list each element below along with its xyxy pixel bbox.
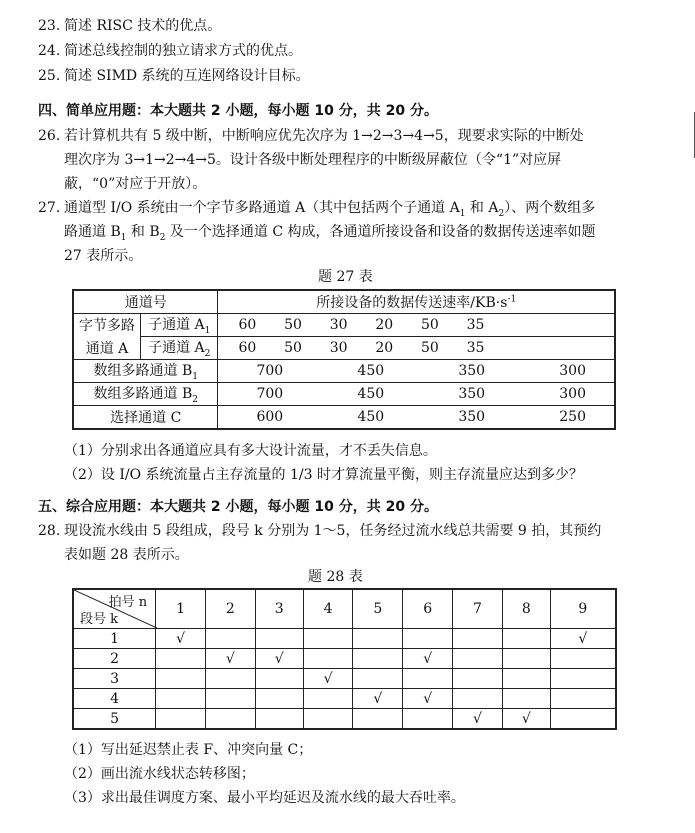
question-27-line-2: 路通道 $B_1$ 和 $B_2$ 及一个选择通道 C 构成，各通道所接设备和设备的数据传送速率如题 [64, 224, 596, 243]
section-4-heading: 四、简单应用题：本大题共 2 小题，每小题 10 分，共 20 分。 [38, 103, 438, 119]
byte-mux-label-bottom: 通道 A [73, 337, 141, 360]
question-28-line-1: 28. 现设流水线由 5 段组成，段号 k 分别为 1～5，任务经过流水线总共需要 9 拍，其预约 [38, 523, 602, 539]
reservation-cell [353, 689, 403, 709]
table-row [73, 314, 615, 337]
check-mark-icon: √ [578, 630, 588, 647]
table-row [73, 669, 616, 689]
b1-rates: 700 450 350 300 [218, 360, 615, 383]
reservation-cell [550, 669, 616, 689]
header-channel: 通道号 [73, 290, 218, 314]
reservation-table-body [73, 629, 616, 730]
question-26-line-2: 理次序为 3→1→2→4→5。设计各级中断处理程序的中断级屏蔽位（令“1”对应屏 [64, 152, 562, 168]
beat-axis-label: 拍号 n [108, 595, 148, 610]
beat-header: 2 [205, 589, 255, 629]
reservation-cell [550, 629, 616, 649]
reservation-cell [156, 629, 206, 649]
check-mark-icon: √ [521, 710, 531, 727]
reservation-cell [205, 629, 255, 649]
reservation-cell [156, 649, 206, 669]
reservation-cell [453, 669, 503, 689]
c-label: 选择通道 C [73, 406, 218, 430]
reservation-cell [353, 709, 403, 730]
question-28-part-1: （1）写出延迟禁止表 F、冲突向量 C； [64, 742, 313, 758]
reservation-cell [205, 669, 255, 689]
byte-mux-label-top: 字节多路 [73, 314, 141, 337]
reservation-cell [205, 649, 255, 669]
reservation-cell [502, 689, 550, 709]
reservation-cell [550, 709, 616, 730]
c-rates: 600 450 350 250 [218, 406, 615, 430]
reservation-cell [205, 689, 255, 709]
table-row [73, 589, 616, 629]
stage-number: 5 [73, 709, 156, 730]
reservation-cell [502, 669, 550, 689]
question-26-line-3: 蔽，“0”对应于开放）。 [64, 176, 207, 192]
corner-header [73, 589, 156, 629]
reservation-cell [303, 709, 353, 730]
stage-number: 2 [73, 649, 156, 669]
question-27-line-1: 27. 通道型 I/O 系统由一个字节多路通道 A（其中包括两个子通道 $A_1$ 和 $A_2$）、两个数组多 [38, 200, 596, 219]
beat-header: 3 [255, 589, 303, 629]
b2-rates: 700 450 350 300 [218, 383, 615, 406]
reservation-cell [550, 689, 616, 709]
sub-channel-a1: 子通道 $A_1$ [141, 314, 218, 337]
reservation-cell [205, 709, 255, 730]
reservation-cell [156, 689, 206, 709]
stage-number: 3 [73, 669, 156, 689]
beat-header: 8 [502, 589, 550, 629]
sub-channel-a2: 子通道 $A_2$ [141, 337, 218, 360]
beat-header: 6 [403, 589, 453, 629]
a1-rates: 60 50 30 20 50 35 [218, 314, 615, 337]
reservation-cell [303, 689, 353, 709]
table-row [73, 709, 616, 730]
reservation-cell [403, 649, 453, 669]
check-mark-icon: √ [225, 650, 235, 667]
reservation-cell [403, 709, 453, 730]
reservation-cell [353, 629, 403, 649]
table-row [73, 629, 616, 649]
check-mark-icon: √ [423, 690, 433, 707]
stage-number: 4 [73, 689, 156, 709]
beat-header: 9 [550, 589, 616, 629]
b1-label: 数组多路通道 $B_1$ [73, 360, 218, 383]
check-mark-icon: √ [473, 710, 482, 727]
question-25: 25. 简述 SIMD 系统的互连网络设计目标。 [38, 68, 310, 84]
check-mark-icon: √ [423, 650, 433, 667]
reservation-cell [502, 629, 550, 649]
reservation-cell [453, 689, 503, 709]
stage-axis-label: 段号 k [80, 612, 119, 627]
check-mark-icon: √ [323, 670, 333, 687]
reservation-cell [353, 649, 403, 669]
check-mark-icon: √ [274, 650, 284, 667]
check-mark-icon: √ [176, 630, 186, 647]
reservation-cell [453, 709, 503, 730]
reservation-cell [156, 669, 206, 689]
reservation-cell [550, 649, 616, 669]
reservation-cell [453, 629, 503, 649]
beat-header: 5 [353, 589, 403, 629]
reservation-cell [403, 669, 453, 689]
reservation-cell [502, 709, 550, 730]
reservation-cell [156, 709, 206, 730]
table-row [73, 649, 616, 669]
beat-header: 1 [156, 589, 206, 629]
table-27-caption: 题 27 表 [318, 269, 373, 285]
table-27 [72, 289, 616, 430]
reservation-cell [255, 629, 303, 649]
question-24: 24. 简述总线控制的独立请求方式的优点。 [38, 43, 302, 59]
check-mark-icon: √ [373, 690, 383, 707]
reservation-cell [303, 669, 353, 689]
reservation-cell [403, 629, 453, 649]
question-27-part-2: （2）设 I/O 系统流量占主存流量的 1/3 时才算流量平衡，则主存流量应达到多少？ [64, 467, 583, 483]
beat-header: 7 [453, 589, 503, 629]
table-28-caption: 题 28 表 [308, 569, 363, 585]
beat-header: 4 [303, 589, 353, 629]
question-28-part-2: （2）画出流水线状态转移图； [64, 766, 255, 782]
reservation-cell [502, 649, 550, 669]
reservation-cell [403, 689, 453, 709]
reservation-cell [303, 649, 353, 669]
b2-label: 数组多路通道 $B_2$ [73, 383, 218, 406]
section-5-heading: 五、综合应用题：本大题共 2 小题，每小题 10 分，共 20 分。 [38, 499, 438, 515]
reservation-cell [255, 689, 303, 709]
table-row [73, 689, 616, 709]
table-row [73, 290, 615, 314]
question-26-line-1: 26. 若计算机共有 5 级中断，中断响应优先次序为 1→2→3→4→5，现要求实际的中断处 [38, 128, 584, 144]
stage-number: 1 [73, 629, 156, 649]
reservation-cell [303, 629, 353, 649]
header-rate: 所接设备的数据传送速率$/KB\cdot s^{-1}$ [218, 290, 615, 314]
table-row [73, 360, 615, 383]
reservation-cell [255, 669, 303, 689]
table-row [73, 337, 615, 360]
table-row [73, 383, 615, 406]
reservation-cell [255, 709, 303, 730]
a2-rates: 60 50 30 20 50 35 [218, 337, 615, 360]
question-28-part-3: （3）求出最佳调度方案、最小平均延迟及流水线的最大吞吐率。 [64, 790, 465, 806]
reservation-cell [353, 669, 403, 689]
question-27-line-3: 27 表所示。 [64, 248, 143, 264]
reservation-cell [453, 649, 503, 669]
table-row [73, 406, 615, 430]
question-27-part-1: （1）分别求出各通道应具有多大设计流量，才不丢失信息。 [64, 443, 437, 459]
table-28 [72, 588, 617, 730]
reservation-cell [255, 649, 303, 669]
question-28-line-2: 表如题 28 表所示。 [64, 547, 189, 563]
question-23: 23. 简述 RISC 技术的优点。 [38, 18, 222, 34]
